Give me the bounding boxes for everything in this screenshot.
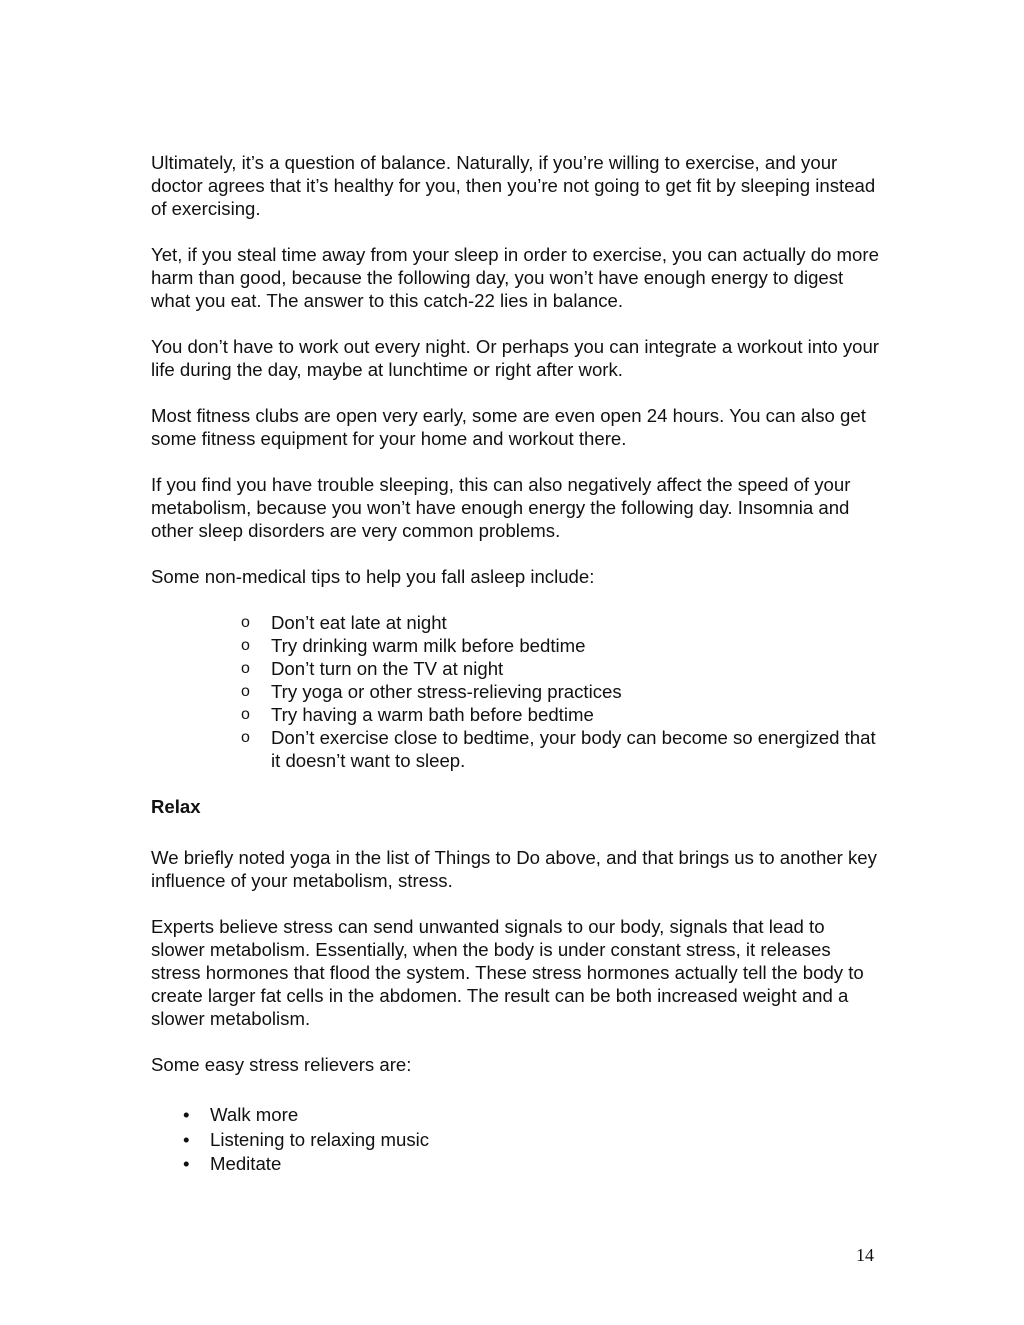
list-item-text: Meditate xyxy=(210,1153,282,1174)
list-item xyxy=(151,634,881,657)
paragraph-trouble-sleeping: If you find you have trouble sleeping, this can also negatively affect the speed of your metabolism, because you won’t have enough energy the following day. Insomnia and other sleep disorders are very common problems. xyxy=(151,474,851,541)
list-item-text: Listening to relaxing music xyxy=(210,1128,430,1150)
stress-relievers-list xyxy=(151,1103,881,1177)
paragraph-stress-hormones: Experts believe stress can send unwanted signals to our body, signals that lead to slower metabolism. Essentially, when the body is under constant stress, it releases stress hormones that flood the system. These stress hormones actually tell the body to create larger fat cells in the abdomen. The result can be both increased weight and a slower metabolism. xyxy=(151,916,864,1029)
list-item-text: Don’t turn on the TV at night xyxy=(271,658,504,679)
paragraph-workout-schedule: You don’t have to work out every night. Or perhaps you can integrate a workout into your life during the day, maybe at lunchtime or right after work. xyxy=(151,336,879,380)
list-item-text: Try having a warm bath before bedtime xyxy=(271,704,594,725)
list-item-text: Don’t exercise close to bedtime, your body can become so energized that it doesn’t want to sleep. xyxy=(271,727,876,771)
bullet-icon: • xyxy=(183,1128,190,1150)
list-item xyxy=(151,1152,881,1177)
paragraph-yoga-stress: We briefly noted yoga in the list of Things to Do above, and that brings us to another key influence of your metabolism, stress. xyxy=(151,847,877,891)
sleep-tips-list xyxy=(151,611,881,772)
circle-bullet-icon: o xyxy=(241,660,250,677)
circle-bullet-icon: o xyxy=(241,706,250,723)
paragraph-sleep-tips-intro: Some non-medical tips to help you fall asleep include: xyxy=(151,566,595,587)
circle-bullet-icon: o xyxy=(241,683,250,700)
paragraph-stress-relievers-intro: Some easy stress relievers are: xyxy=(151,1054,412,1075)
list-item xyxy=(151,657,881,680)
page-body xyxy=(151,151,881,1200)
list-item-text: Walk more xyxy=(210,1104,299,1125)
paragraph-fitness-clubs: Most fitness clubs are open very early, some are even open 24 hours. You can also get some fitness equipment for your home and workout there. xyxy=(151,405,866,449)
list-item-text: Try drinking warm milk before bedtime xyxy=(271,635,586,656)
list-item xyxy=(151,680,881,703)
bullet-icon: • xyxy=(183,1153,190,1174)
circle-bullet-icon: o xyxy=(241,614,250,631)
list-item xyxy=(151,1128,881,1153)
section-heading-relax: Relax xyxy=(151,796,201,817)
list-item-text: Don’t eat late at night xyxy=(271,612,447,633)
circle-bullet-icon: o xyxy=(241,637,250,654)
list-item xyxy=(151,726,881,772)
paragraph-sleep-exercise: Yet, if you steal time away from your sleep in order to exercise, you can actually do more harm than good, because the following day, you won’t have enough energy to digest what you eat. The answer to this catch-22 lies in balance. xyxy=(151,244,879,311)
list-item xyxy=(151,1103,881,1128)
paragraph-balance: Ultimately, it’s a question of balance. Naturally, if you’re willing to exercise, and your doctor agrees that it’s healthy for you, then you’re not going to get fit by sleeping instead of exercising. xyxy=(151,152,876,219)
bullet-icon: • xyxy=(183,1104,190,1125)
page-number: 14 xyxy=(856,1245,874,1265)
list-item xyxy=(151,703,881,726)
circle-bullet-icon: o xyxy=(241,729,250,746)
list-item-text: Try yoga or other stress-relieving practices xyxy=(271,681,622,702)
list-item xyxy=(151,611,881,634)
